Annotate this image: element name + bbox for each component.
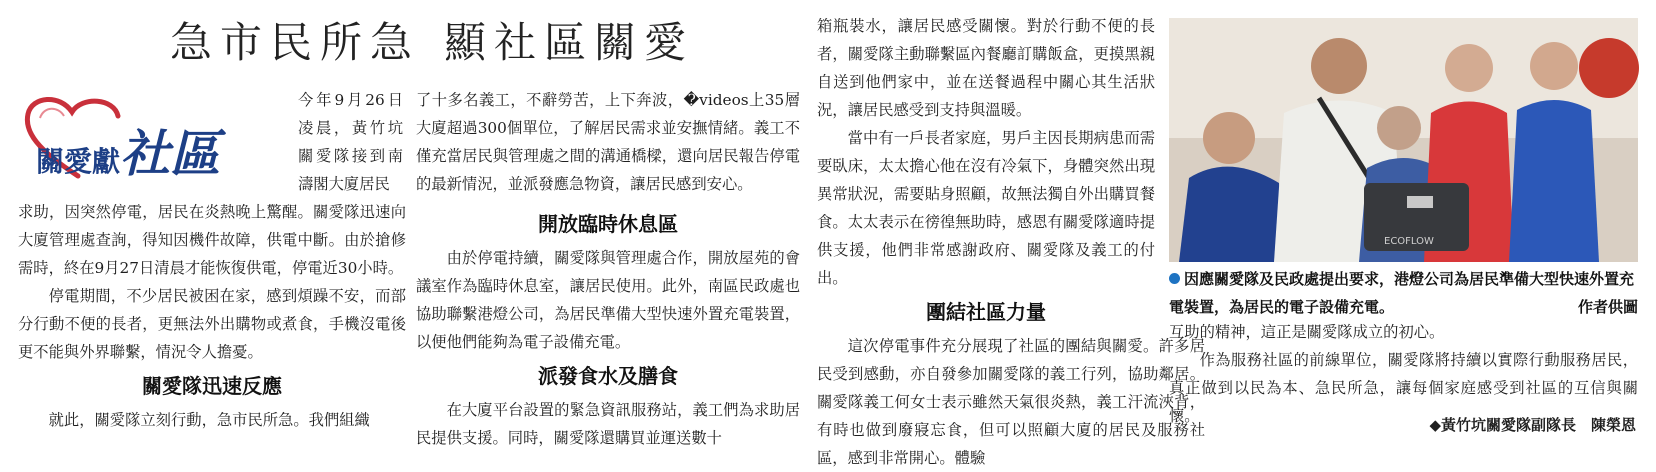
article-column-3 [817,12,1205,472]
paragraph: 箱瓶裝水，讓居民感受關懷。對於行動不便的長者，關愛隊主動聯繫區內餐廳訂購飯盒，更摸黑親自送到他們家中，並在送餐過程中關心其生活狀況，讓居民感受到支持與溫暖。 [817,17,1155,119]
paragraph: 停電期間，不少居民被困在家，感到煩躁不安，而部分行動不便的長者，更無法外出購物或煮食，手機沒電後更不能與外界聯繫，情況令人擔憂。 [18,287,406,361]
article-column-2 [416,86,800,452]
paragraph: 當中有一戶長者家庭，男戶主因長期病患而需要臥床，太太擔心他在沒有冷氣下，身體突然出現異常狀況，需要貼身照顧，故無法獨自外出購買餐食。太太表示在徬徨無助時，感恩有關愛隊適時提供支援，他們非常感謝政府、關愛隊及義工的付出。 [817,129,1155,287]
paragraph: 就此，關愛隊立刻行動，急市民所急。我們組織 [48,411,370,429]
subheading: 關愛隊迅速反應 [142,374,282,398]
paragraph: 求助，因突然停電，居民在炎熱晚上驚醒。關愛隊迅速向大廈管理處查詢，得知因機件故障，供電中斷。由於搶修需時，終在9月27日清晨才能恢復供電，停電近30小時。 [18,203,406,277]
article-photo [1169,18,1638,262]
photo-credit: 作者供圖 [1577,298,1638,316]
caption-text: 因應關愛隊及民政處提出要求，港燈公司為居民準備大型快速外置充電裝置，為居民的電子設備充電。 [1169,270,1635,316]
article-column-1 [18,198,406,434]
column-logo [18,92,280,184]
volunteers-charging-photo [1169,18,1638,262]
bullet-icon [1169,273,1180,284]
headline-part-2: 顯社區關愛 [444,18,695,67]
intro-text: 今年9月26日凌晨，黃竹坑關愛隊接到南濤閣大廈居民 [298,91,403,193]
paragraph: 了十多名義工，不辭勞苦，上下奔波，�videos上35層大廈超過300個單位，了解居民需求並安撫情緒。義工不僅充當居民與管理處之間的溝通橋樑，還向居民報告停電的最新情況，並派發應急物資，讓居民感到安心。 [416,91,800,193]
headline-part-1: 急市民所急 [170,18,421,67]
article-headline [170,10,694,70]
paragraph: 在大廈平台設置的緊急資訊服務站，義工們為求助居民提供支援。同時，關愛隊還購買並運送數十 [416,401,800,447]
paragraph: 作為服務社區的前線單位，關愛隊將持續以實際行動服務居民，真正做到以民為本、急民所急，讓每個家庭感受到社區的互信與關懷。 [1169,351,1638,425]
subheading: 派發食水及膳食 [538,364,678,388]
paragraph: 這次停電事件充分展現了社區的團結與關愛。許多居民受到感動，亦自發參加關愛隊的義工行列，協助鄰居。關愛隊義工何女士表示雖然天氣很炎熱，義工汗流浹背，有時也做到廢寢忘食，但可以照顧大廈的居民及服務社區，感到非常開心。體驗 [817,337,1205,467]
paragraph: 由於停電持續，關愛隊與管理處合作，開放屋苑的會議室作為臨時休息室，讓居民使用。此外，南區民政處也協助聯繫港燈公司，為居民準備大型快速外置充電裝置，以便他們能夠為電子設備充電。 [416,249,800,351]
photo-caption [1169,265,1638,321]
subheading: 團結社區力量 [926,300,1046,324]
logo-text: 關愛獻社區 [36,125,221,183]
paragraph: 互助的精神，這正是關愛隊成立的初心。 [1169,323,1445,341]
subheading: 開放臨時休息區 [538,212,678,236]
author-byline: ◆黃竹坑關愛隊副隊長 陳榮恩 [1429,416,1636,434]
device-label: ECOFLOW [1384,236,1434,247]
